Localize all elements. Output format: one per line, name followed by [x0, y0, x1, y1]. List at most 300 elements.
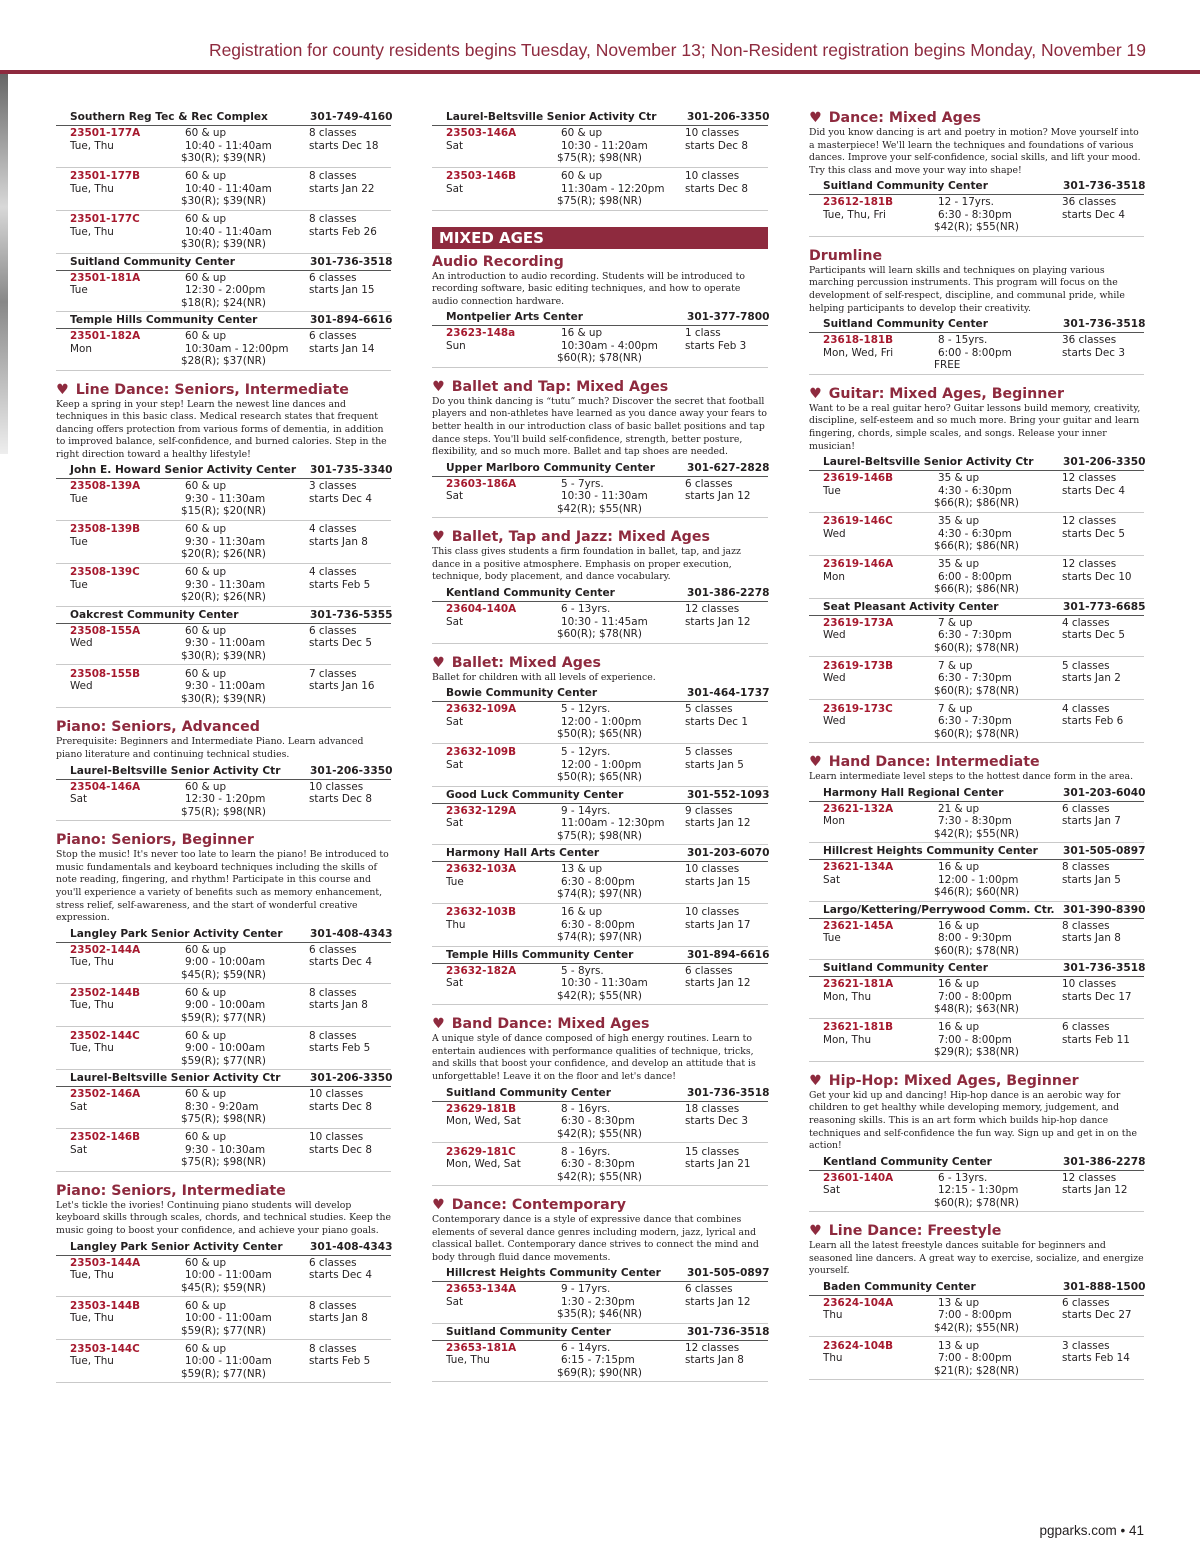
- location-header: [809, 904, 1144, 919]
- location-header: [809, 180, 1144, 195]
- class-code: 23632-109B: [446, 746, 517, 759]
- location-header: [56, 928, 391, 943]
- class-age: 8 - 16yrs.: [561, 1102, 611, 1115]
- class-code: 23632-109A: [446, 703, 517, 716]
- class-days: Wed: [70, 637, 93, 650]
- class-time: 10:30am - 12:00pm: [185, 342, 289, 355]
- location-name: Laurel-Beltsville Senior Activity Ctr: [446, 111, 657, 123]
- class-days: Tue, Thu: [70, 956, 114, 969]
- class-time: 12:15 - 1:30pm: [938, 1184, 1019, 1197]
- class-start: starts Jan 8: [309, 999, 368, 1012]
- class-row: [56, 943, 391, 985]
- location-phone: 301-736-3518: [687, 1086, 770, 1099]
- location-phone: 301-736-3518: [1063, 180, 1146, 193]
- course-description: Ballet for children with all levels of experience.: [432, 671, 656, 683]
- class-time: 12:00 - 1:00pm: [561, 715, 642, 728]
- class-days: Tue, Thu: [70, 1312, 114, 1324]
- location-name: Suitland Community Center: [70, 255, 235, 268]
- location-name: Temple Hills Community Center: [70, 314, 258, 326]
- class-start: starts Dec 4: [309, 1269, 372, 1281]
- class-count: 8 classes: [309, 127, 357, 139]
- location-phone: 301-408-4343: [310, 1240, 393, 1253]
- class-days: Mon: [70, 342, 92, 355]
- location-header: [432, 1326, 768, 1341]
- class-age: 60 & up: [185, 1131, 227, 1144]
- location-name: Good Luck Community Center: [446, 788, 624, 801]
- class-start: starts Jan 12: [685, 1295, 751, 1308]
- course-title: [809, 385, 1144, 403]
- class-start: starts Dec 18: [309, 139, 379, 152]
- class-time: 6:30 - 8:30pm: [938, 208, 1012, 221]
- column-1: [56, 109, 391, 1385]
- class-time: 4:30 - 6:30pm: [938, 527, 1012, 540]
- class-days: Tue, Thu: [446, 1354, 490, 1367]
- class-code: 23621-181B: [823, 1021, 894, 1034]
- class-age: 60 & up: [185, 780, 227, 793]
- class-row: [809, 919, 1144, 961]
- class-days: Tue: [446, 875, 464, 888]
- class-days: Wed: [823, 672, 846, 685]
- heart-icon: ♥: [809, 110, 822, 126]
- class-age: 8 - 15yrs.: [938, 334, 988, 347]
- class-count: 8 classes: [1062, 919, 1110, 932]
- location-name: Laurel-Beltsville Senior Activity Ctr: [70, 764, 281, 777]
- class-time: 9:30 - 11:30am: [185, 492, 266, 505]
- course-title: [56, 831, 391, 849]
- class-start: starts Jan 8: [309, 535, 368, 548]
- location-phone: 301-736-3518: [1063, 962, 1146, 975]
- class-row: [809, 1339, 1144, 1381]
- class-fee: $42(R); $55(NR): [557, 1127, 642, 1140]
- class-days: Tue, Thu: [70, 1269, 114, 1281]
- course-description: Learn all the latest freestyle dances suitable for beginners and seasoned line dancers. A great way to exercise, socialize, and energize yourself.: [809, 1240, 1144, 1277]
- class-time: 9:30 - 11:00am: [185, 637, 266, 650]
- class-start: starts Jan 22: [309, 182, 375, 195]
- class-time: 10:30 - 11:30am: [561, 977, 648, 990]
- class-start: starts Jan 7: [1062, 815, 1121, 828]
- class-code: 23621-181A: [823, 978, 894, 991]
- class-start: starts Jan 17: [685, 918, 751, 931]
- column-2: [432, 109, 768, 1384]
- class-row: [809, 195, 1144, 237]
- class-fee: $18(R); $24(NR): [181, 296, 266, 309]
- course-title-text: Dance: Contemporary: [451, 1197, 626, 1213]
- class-count: 7 classes: [309, 667, 357, 680]
- class-days: Sat: [446, 490, 464, 503]
- class-time: 6:30 - 8:00pm: [561, 875, 635, 888]
- class-start: starts Jan 16: [309, 680, 375, 693]
- heart-icon: ♥: [432, 529, 445, 546]
- class-time: 10:30am - 4:00pm: [561, 339, 658, 352]
- location-name: Montpelier Arts Center: [446, 311, 584, 324]
- class-days: Wed: [70, 680, 93, 693]
- class-age: 13 & up: [561, 863, 603, 876]
- class-start: starts Dec 4: [1062, 208, 1125, 221]
- class-code: 23621-134A: [823, 861, 894, 874]
- class-row: [56, 1299, 391, 1341]
- location-phone: 301-894-6616: [310, 314, 393, 326]
- class-age: 60 & up: [561, 170, 603, 182]
- class-time: 10:00 - 11:00am: [185, 1355, 272, 1367]
- class-code: 23621-145A: [823, 919, 894, 932]
- class-time: 7:00 - 8:00pm: [938, 1352, 1012, 1365]
- class-start: starts Feb 6: [1062, 715, 1124, 728]
- course-description: This class gives students a firm foundation in ballet, tap, and jazz dance in a positive atmosphere. Emphasis on proper execution, technique, body placement, and dance vocabulary.: [432, 546, 741, 583]
- location-phone: 301-773-6685: [1063, 600, 1146, 613]
- location-phone: 301-736-3518: [310, 255, 393, 268]
- class-count: 36 classes: [1062, 196, 1117, 209]
- class-age: 16 & up: [938, 978, 980, 991]
- class-time: 6:15 - 7:15pm: [561, 1354, 635, 1367]
- class-count: 5 classes: [1062, 659, 1110, 672]
- course-title-text: Line Dance: Seniors, Intermediate: [75, 381, 349, 398]
- heart-icon: ♥: [809, 754, 822, 771]
- class-time: 6:30 - 7:30pm: [938, 672, 1012, 685]
- class-count: 8 classes: [309, 1029, 357, 1042]
- location-phone: 301-206-3350: [687, 111, 770, 123]
- location-phone: 301-386-2278: [687, 587, 770, 600]
- class-row: [432, 964, 768, 1006]
- location-header: [809, 1281, 1144, 1296]
- class-code: 23502-146B: [70, 1131, 141, 1144]
- class-days: Mon: [823, 570, 845, 583]
- course-title-text: Line Dance: Freestyle: [828, 1223, 1002, 1240]
- class-count: 12 classes: [1062, 558, 1117, 571]
- class-start: starts Jan 8: [309, 1312, 368, 1324]
- class-row: [56, 212, 391, 254]
- class-start: starts Dec 10: [1062, 570, 1132, 583]
- class-fee: $60(R); $78(NR): [934, 684, 1019, 697]
- class-code: 23632-103A: [446, 863, 517, 876]
- class-fee: $42(R); $55(NR): [557, 1170, 642, 1183]
- class-count: 3 classes: [309, 480, 357, 493]
- course-description: Did you know dancing is art and poetry in motion? Move yourself into a masterpiece! We'll learn the techniques and foundations of various dances. Improve your self-confidence, social skills, and lift your mood. Try this class and move your way into shape!: [809, 127, 1141, 176]
- location-name: Hillcrest Heights Community Center: [446, 1267, 661, 1280]
- class-days: Sat: [446, 817, 464, 830]
- class-age: 60 & up: [185, 330, 227, 342]
- location-phone: 301-749-4160: [310, 111, 393, 123]
- class-start: starts Feb 14: [1062, 1352, 1130, 1365]
- class-time: 10:40 - 11:40am: [185, 182, 272, 195]
- class-time: 1:30 - 2:30pm: [561, 1295, 635, 1308]
- class-age: 21 & up: [938, 802, 980, 815]
- class-days: Tue: [70, 284, 88, 296]
- class-start: starts Jan 12: [685, 490, 751, 503]
- class-code: 23501-177C: [70, 213, 140, 225]
- class-row: [432, 169, 768, 211]
- class-fee: $66(R); $86(NR): [934, 540, 1019, 553]
- course-title: [432, 654, 768, 672]
- class-row: [56, 624, 391, 666]
- class-age: 60 & up: [561, 127, 603, 139]
- class-count: 10 classes: [309, 1088, 364, 1101]
- page-footer: pgparks.com • 41: [1039, 1523, 1144, 1538]
- class-row: [809, 1171, 1144, 1213]
- location-name: Harmony Hall Arts Center: [446, 847, 600, 860]
- class-days: Sat: [823, 873, 841, 886]
- location-name: Oakcrest Community Center: [70, 608, 239, 621]
- class-fee: $30(R); $39(NR): [181, 649, 266, 662]
- class-days: Mon: [823, 815, 845, 828]
- class-time: 11:30am - 12:20pm: [561, 182, 665, 195]
- location-name: Langley Park Senior Activity Center: [70, 927, 283, 940]
- class-start: starts Dec 8: [685, 182, 748, 195]
- location-name: Suitland Community Center: [823, 962, 988, 975]
- class-fee: $74(R); $97(NR): [557, 931, 642, 944]
- class-count: 6 classes: [685, 477, 733, 490]
- class-age: 16 & up: [938, 919, 980, 932]
- class-fee: $50(R); $65(NR): [557, 728, 642, 741]
- class-days: Tue: [70, 535, 88, 548]
- class-count: 8 classes: [1062, 861, 1110, 874]
- class-time: 10:30 - 11:20am: [561, 139, 648, 152]
- class-age: 8 - 16yrs.: [561, 1145, 611, 1158]
- location-name: Seat Pleasant Activity Center: [823, 600, 999, 613]
- class-age: 60 & up: [185, 566, 227, 579]
- class-fee: $66(R); $86(NR): [934, 583, 1019, 596]
- course-title: [809, 753, 1144, 771]
- class-age: 6 - 14yrs.: [561, 1341, 611, 1354]
- class-start: starts Dec 8: [309, 1100, 372, 1113]
- class-time: 6:30 - 8:00pm: [561, 918, 635, 931]
- class-days: Tue, Thu: [70, 1355, 114, 1367]
- class-start: starts Dec 8: [685, 139, 748, 152]
- heart-icon: ♥: [809, 1072, 822, 1089]
- class-age: 13 & up: [938, 1296, 980, 1309]
- location-header: [809, 962, 1144, 977]
- location-name: John E. Howard Senior Activity Center: [70, 464, 297, 477]
- class-code: 23629-181B: [446, 1102, 517, 1115]
- class-row: [56, 1256, 391, 1298]
- class-time: 7:00 - 8:00pm: [938, 990, 1012, 1003]
- class-row: [809, 616, 1144, 658]
- class-count: 4 classes: [309, 523, 357, 536]
- class-age: 60 & up: [185, 667, 227, 680]
- class-row: [432, 1341, 768, 1383]
- class-row: [432, 702, 768, 744]
- class-fee: $59(R); $77(NR): [181, 1054, 266, 1067]
- location-header: [809, 456, 1144, 471]
- heart-icon: ♥: [809, 385, 822, 402]
- course-title: [432, 378, 768, 396]
- class-count: 12 classes: [1062, 1171, 1117, 1184]
- class-count: 6 classes: [309, 1256, 357, 1269]
- class-age: 60 & up: [185, 1088, 227, 1101]
- class-count: 8 classes: [309, 1342, 357, 1355]
- class-start: starts Feb 5: [309, 1355, 371, 1367]
- column-3: [809, 109, 1144, 1382]
- class-start: starts Jan 14: [309, 342, 375, 355]
- location-name: Largo/Kettering/Perrywood Comm. Ctr.: [823, 903, 1055, 916]
- location-header: [56, 1072, 391, 1087]
- class-fee: $21(R); $28(NR): [934, 1364, 1019, 1377]
- course-title: [432, 528, 768, 546]
- location-name: Suitland Community Center: [446, 1325, 611, 1338]
- class-time: 11:00am - 12:30pm: [561, 817, 665, 830]
- course-title-text: Dance: Mixed Ages: [828, 110, 981, 126]
- class-code: 23503-144C: [70, 1342, 140, 1355]
- class-age: 7 & up: [938, 702, 973, 715]
- class-code: 23653-181A: [446, 1341, 517, 1354]
- location-phone: 301-390-8390: [1063, 903, 1146, 916]
- class-row: [809, 1020, 1144, 1062]
- class-age: 60 & up: [185, 943, 227, 956]
- class-days: Tue: [70, 578, 88, 591]
- class-age: 60 & up: [185, 271, 227, 284]
- class-fee: $30(R); $39(NR): [181, 692, 266, 705]
- class-count: 6 classes: [309, 943, 357, 956]
- class-row: [432, 1102, 768, 1144]
- class-days: Tue: [70, 492, 88, 505]
- class-age: 7 & up: [938, 659, 973, 672]
- class-count: 12 classes: [685, 1341, 740, 1354]
- class-fee: $42(R); $55(NR): [557, 989, 642, 1002]
- class-row: [809, 471, 1144, 513]
- class-fee: $75(R); $98(NR): [181, 805, 266, 818]
- course-title-text: Ballet: Mixed Ages: [451, 654, 601, 671]
- course-title-text: Audio Recording: [432, 253, 564, 270]
- course-title-text: Hand Dance: Intermediate: [828, 754, 1040, 771]
- class-fee: $75(R); $98(NR): [557, 829, 642, 842]
- edge-photo: [0, 74, 8, 454]
- course-description: Let's tickle the ivories! Continuing piano students will develop keyboard skills through scales, chords, and technical studies. Keep the music going to boost your confidence, and achieve your piano goals.: [56, 1199, 392, 1236]
- class-days: Mon, Thu: [823, 990, 872, 1003]
- class-fee: $66(R); $86(NR): [934, 497, 1019, 510]
- class-fee: $46(R); $60(NR): [934, 886, 1019, 899]
- course-title: [432, 1196, 768, 1214]
- location-phone: 301-505-0897: [1063, 845, 1146, 858]
- class-code: 23503-146B: [446, 170, 517, 182]
- class-code: 23502-144C: [70, 1029, 140, 1042]
- course-title: [809, 109, 1144, 127]
- location-name: Harmony Hall Regional Center: [823, 786, 1004, 799]
- class-time: 10:30 - 11:30am: [561, 490, 648, 503]
- class-days: Wed: [823, 527, 846, 540]
- class-time: 7:30 - 8:30pm: [938, 815, 1012, 828]
- location-header: [809, 845, 1144, 860]
- course-title: [432, 1015, 768, 1033]
- location-header: [432, 1087, 768, 1102]
- class-code: 23619-146C: [823, 515, 893, 528]
- class-row: [56, 1029, 391, 1071]
- class-days: Sat: [446, 615, 464, 628]
- class-fee: $42(R); $55(NR): [934, 1321, 1019, 1334]
- course-description: Stop the music! It's never too late to learn the piano! Be introduced to music fundamentals and keyboard techniques including the skills of note reading, fingering, and rhythm! Participate in this course and you'll experience a variety of benefits such as memory enhancement, stress relief, self-awareness, and the start of wonderful creative expression.: [56, 849, 389, 924]
- class-code: 23501-182A: [70, 330, 141, 342]
- location-header: [56, 464, 391, 479]
- class-count: 12 classes: [685, 603, 740, 616]
- class-age: 60 & up: [185, 523, 227, 536]
- location-name: Suitland Community Center: [446, 1086, 611, 1099]
- class-code: 23632-129A: [446, 804, 517, 817]
- class-days: Sat: [446, 139, 464, 152]
- location-header: [432, 587, 768, 602]
- class-fee: $15(R); $20(NR): [181, 505, 266, 518]
- class-days: Sun: [446, 339, 466, 352]
- class-age: 60 & up: [185, 1299, 227, 1312]
- location-phone: 301-888-1500: [1063, 1280, 1146, 1293]
- class-row: [56, 565, 391, 607]
- class-code: 23503-146A: [446, 127, 517, 139]
- class-fee: $75(R); $98(NR): [181, 1156, 266, 1169]
- class-age: 60 & up: [185, 986, 227, 999]
- location-name: Kentland Community Center: [823, 1155, 992, 1168]
- class-row: [56, 479, 391, 521]
- class-fee: $42(R); $55(NR): [934, 827, 1019, 840]
- class-row: [432, 745, 768, 787]
- class-count: 6 classes: [309, 624, 357, 637]
- location-header: [432, 847, 768, 862]
- class-fee: $60(R); $78(NR): [934, 727, 1019, 740]
- course-title: [809, 247, 1144, 265]
- class-start: starts Dec 27: [1062, 1309, 1132, 1322]
- course-description: An introduction to audio recording. Students will be introduced to recording software, basic editing techniques, and how to operate audio connection hardware.: [432, 270, 745, 307]
- course-title-text: Ballet and Tap: Mixed Ages: [451, 378, 669, 395]
- class-row: [809, 977, 1144, 1019]
- location-header: [56, 609, 391, 624]
- class-code: 23501-177B: [70, 170, 141, 182]
- class-age: 7 & up: [938, 616, 973, 629]
- course-description: A unique style of dance composed of high energy routines. Learn to entertain audiences with performance qualities of technique, tricks, and skills that boost your confidence, and develop an attitude that is unforgettable! Leave it on the floor and let's dance!: [432, 1033, 756, 1082]
- class-row: [56, 169, 391, 211]
- class-code: 23619-146B: [823, 472, 894, 485]
- course-description: Learn intermediate level steps to the hottest dance form in the area.: [809, 771, 1134, 783]
- class-start: starts Jan 8: [1062, 932, 1121, 945]
- location-header: [432, 789, 768, 804]
- class-days: Sat: [70, 793, 88, 806]
- location-header: [56, 256, 391, 271]
- location-name: Kentland Community Center: [446, 587, 615, 600]
- class-fee: $60(R); $78(NR): [557, 352, 642, 365]
- location-phone: 301-408-4343: [310, 927, 393, 940]
- location-phone: 301-206-3350: [1063, 456, 1146, 469]
- class-age: 60 & up: [185, 213, 227, 225]
- location-phone: 301-552-1093: [687, 788, 770, 801]
- class-fee: $30(R); $39(NR): [181, 195, 266, 207]
- class-start: starts Feb 26: [309, 225, 377, 238]
- location-name: Temple Hills Community Center: [446, 948, 634, 961]
- location-phone: 301-736-3518: [1063, 318, 1146, 331]
- class-age: 60 & up: [185, 1342, 227, 1355]
- class-fee: $50(R); $65(NR): [557, 771, 642, 784]
- class-fee: $30(R); $39(NR): [181, 238, 266, 250]
- class-time: 12:00 - 1:00pm: [938, 873, 1019, 886]
- location-name: Laurel-Beltsville Senior Activity Ctr: [823, 456, 1034, 469]
- class-count: 10 classes: [1062, 978, 1117, 991]
- class-fee: $74(R); $97(NR): [557, 888, 642, 901]
- heart-icon: ♥: [432, 654, 445, 671]
- class-row: [809, 702, 1144, 744]
- location-name: Langley Park Senior Activity Center: [70, 1240, 283, 1253]
- location-phone: 301-386-2278: [1063, 1155, 1146, 1168]
- class-start: starts Jan 15: [685, 875, 751, 888]
- class-time: 10:40 - 11:40am: [185, 139, 272, 152]
- class-age: 60 & up: [185, 1256, 227, 1269]
- heart-icon: ♥: [432, 1197, 445, 1213]
- class-time: 6:30 - 8:30pm: [561, 1158, 635, 1170]
- location-name: Suitland Community Center: [823, 318, 988, 331]
- class-start: starts Jan 5: [1062, 873, 1121, 886]
- class-age: 6 - 13yrs.: [561, 603, 611, 616]
- class-count: 6 classes: [1062, 1021, 1110, 1034]
- class-row: [432, 602, 768, 644]
- location-name: Southern Reg Tec & Rec Complex: [70, 111, 268, 123]
- class-age: 9 - 14yrs.: [561, 804, 611, 817]
- class-age: 16 & up: [938, 861, 980, 874]
- class-code: 23502-144B: [70, 986, 141, 999]
- class-days: Mon, Wed, Sat: [446, 1158, 521, 1170]
- course-title-text: Ballet, Tap and Jazz: Mixed Ages: [451, 529, 710, 546]
